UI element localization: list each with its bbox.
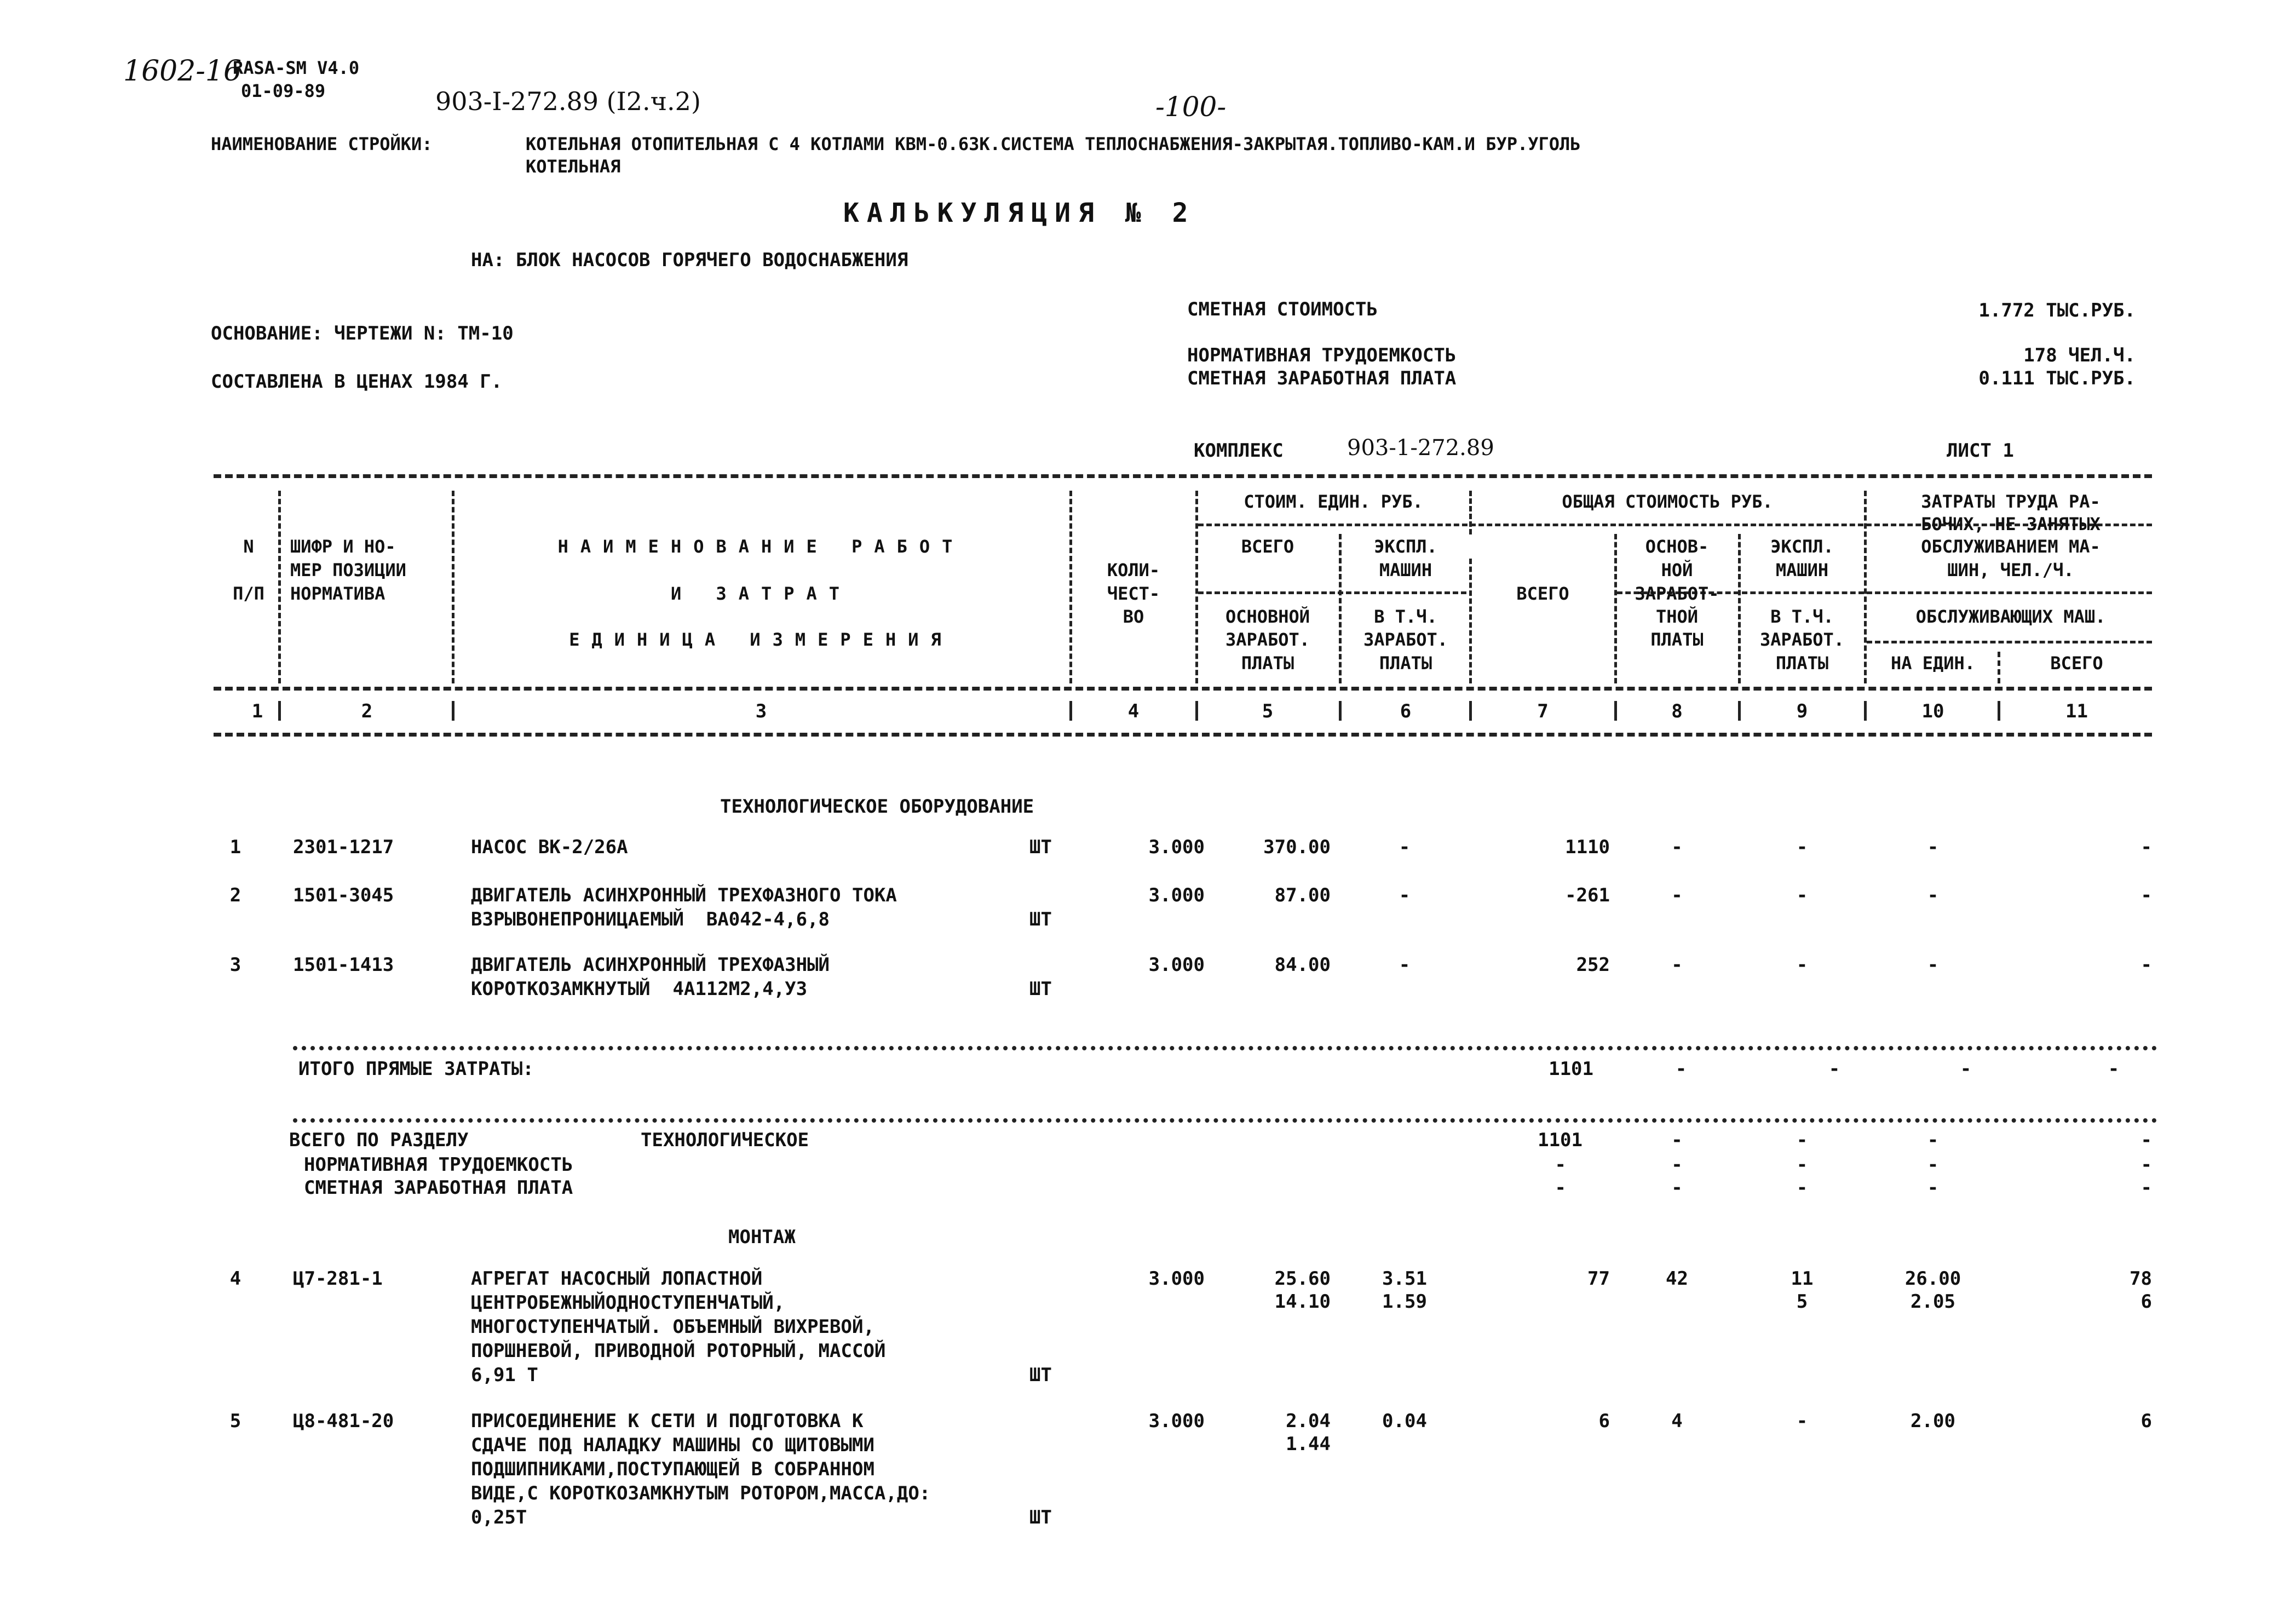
dash-cell: - [1796,1154,1808,1176]
row-number: 4 [229,1268,241,1290]
row-number: 1 [229,836,241,858]
dash-cell: - [1555,1177,1566,1199]
header-sub-rule [1198,591,1466,594]
header-sub-rule [1867,641,2152,643]
cell-c5b: 1.44 [1286,1433,1331,1455]
col-number: 9 [1796,700,1808,722]
calculation-subject: НА: БЛОК НАСОСОВ ГОРЯЧЕГО ВОДОСНАБЖЕНИЯ [471,249,908,271]
column-divider [1738,534,1741,683]
cell-c5b: 14.10 [1274,1291,1331,1313]
labor-value: 178 ЧЕЛ.Ч. [2023,344,2136,366]
col9-header: МАШИН [1775,560,1829,580]
dash-cell: - [1828,1058,1840,1080]
row-number: 3 [229,954,241,976]
unit-of-measure: ШТ [1029,909,1052,930]
dash-cell: - [1960,1058,1972,1080]
unit-of-measure: ШТ [1029,978,1052,1000]
cell-c6: - [1399,884,1411,906]
unit-of-measure: ШТ [1029,1507,1052,1528]
cell-c5: 370.00 [1263,836,1331,858]
row-number: 2 [229,884,241,906]
col6-header: ЗАРАБОТ. [1363,629,1448,650]
header-bottom-rule [214,687,2152,691]
cell-qty: 3.000 [1148,836,1205,858]
column-divider [1614,701,1617,721]
direct-costs-total: 1101 [1549,1058,1593,1080]
dash-cell: - [1927,1177,1939,1199]
labor-header: ОБСЛУЖИВАЮЩИХ МАШ. [1915,606,2106,627]
cell-c11b: 6 [2140,1291,2152,1313]
column-divider [1469,701,1472,721]
labor-label: НОРМАТИВНАЯ ТРУДОЕМКОСТЬ [1187,344,1457,366]
col9-header: ЗАРАБОТ. [1759,629,1845,650]
dash-cell: - [2140,1154,2152,1176]
dotted-separator [293,1046,2157,1050]
complex-label: КОМПЛЕКС [1194,440,1284,462]
col5-header: ВСЕГО [1241,536,1294,557]
col-number: 10 [1921,700,1944,722]
page-mark: -100- [1155,91,1227,123]
col3-header: И ЗАТРАТ [670,583,852,604]
direct-costs-label: ИТОГО ПРЯМЫЕ ЗАТРАТЫ: [298,1058,534,1080]
column-divider [452,701,454,721]
col-number: 8 [1671,700,1683,722]
col5-header: ОСНОВНОЙ [1225,606,1310,627]
norm-code: 2301-1217 [293,836,394,858]
col5-header: ПЛАТЫ [1241,653,1294,674]
col-number: 2 [361,700,373,722]
norm-code: 1501-1413 [293,954,394,976]
work-name: 0,25Т [471,1507,527,1528]
norm-code: Ц7-281-1 [293,1268,383,1290]
work-name: НАСОС ВК-2/26А [471,836,628,858]
cell-c10: - [1927,884,1939,906]
work-name: ПОДШИПНИКАМИ,ПОСТУПАЮЩЕЙ В СОБРАННОМ [471,1458,874,1480]
labor-header: ОБСЛУЖИВАНИЕМ МА- [1921,536,2101,557]
column-divider [1998,701,2000,721]
cell-c11: - [2140,884,2152,906]
column-divider [1998,652,2000,683]
cell-qty: 3.000 [1148,1268,1205,1290]
col-number: 4 [1127,700,1140,722]
cell-c7: 1110 [1565,836,1610,858]
col-number: 7 [1537,700,1549,722]
cell-c10: 26.00 [1904,1268,1961,1290]
section-title: ТЕХНОЛОГИЧЕСКОЕ ОБОРУДОВАНИЕ [720,796,1034,818]
column-divider [1469,491,1472,534]
cell-c8: - [1671,884,1683,906]
cell-c9: - [1796,954,1808,976]
cell-c9: - [1796,884,1808,906]
dash-cell: - [1671,1129,1683,1151]
work-name: ДВИГАТЕЛЬ АСИНХРОННЫЙ ТРЕХФАЗНОГО ТОКА [471,884,897,906]
estimated-cost-value: 1.772 ТЫС.РУБ. [1978,300,2136,321]
dash-cell: - [1796,1129,1808,1151]
work-name: ПРИСОЕДИНЕНИЕ К СЕТИ И ПОДГОТОВКА К [471,1410,864,1432]
work-name: МНОГОСТУПЕНЧАТЫЙ. ОБЪЕМНЫЙ ВИХРЕВОЙ, [471,1316,874,1338]
col-number: 5 [1262,700,1274,722]
col-number: 11 [2065,700,2088,722]
total-cost-header: ОБЩАЯ СТОИМОСТЬ РУБ. [1562,491,1773,512]
cell-c6b: 1.59 [1382,1291,1427,1313]
unit-of-measure: ШТ [1029,1364,1052,1386]
column-divider [1339,701,1342,721]
sheet-number: ЛИСТ 1 [1947,440,2014,462]
norm-labor-label: НОРМАТИВНАЯ ТРУДОЕМКОСТЬ [304,1154,573,1176]
col-number: 1 [251,700,263,722]
cell-c6: - [1399,836,1411,858]
cell-c6: 0.04 [1382,1410,1427,1432]
col4-header: КОЛИ- [1107,560,1160,580]
work-name: ПОРШНЕВОЙ, ПРИВОДНОЙ РОТОРНЫЙ, МАССОЙ [471,1340,886,1362]
col6-header: ПЛАТЫ [1379,653,1432,674]
col11-header: ВСЕГО [2050,653,2103,674]
dotted-separator [293,1118,2157,1123]
column-divider [1195,701,1198,721]
column-divider [1069,491,1072,683]
column-divider [1864,491,1867,683]
column-divider [1195,491,1198,683]
cell-c11: 78 [2130,1268,2152,1290]
cell-c11: 6 [2140,1410,2152,1432]
basis: ОСНОВАНИЕ: ЧЕРТЕЖИ N: ТМ-10 [211,323,514,344]
numbers-bottom-rule [214,733,2152,737]
cell-c5: 25.60 [1274,1268,1331,1290]
cell-c8: 42 [1666,1268,1688,1290]
col6-header: МАШИН [1379,560,1432,580]
document-code: 903-I-272.89 (I2.ч.2) [435,87,701,116]
work-name: КОРОТКОЗАМКНУТЫЙ 4А112М2,4,У3 [471,978,808,1000]
column-divider [1339,534,1342,683]
dash-cell: - [2140,1177,2152,1199]
section-total-value: 1101 [1538,1129,1583,1151]
cell-c5: 87.00 [1274,884,1331,906]
col8-header: ОСНОВ- [1645,536,1709,557]
cell-c8: 4 [1671,1410,1683,1432]
col6-header: ЭКСПЛ. [1374,536,1437,557]
dash-cell: - [1927,1129,1939,1151]
work-name: ЦЕНТРОБЕЖНЫЙОДНОСТУПЕНЧАТЫЙ, [471,1292,785,1314]
wage-value: 0.111 ТЫС.РУБ. [1978,367,2136,389]
cell-c5: 84.00 [1274,954,1331,976]
row-number: 5 [229,1410,241,1432]
col3-header: НАИМЕНОВАНИЕ РАБОТ [557,536,965,557]
complex-value: 903-1-272.89 [1347,435,1494,461]
col9-header: ПЛАТЫ [1775,653,1829,674]
section-title: МОНТАЖ [728,1226,796,1248]
document-title: КАЛЬКУЛЯЦИЯ № 2 [843,198,1196,228]
cell-c8: - [1671,836,1683,858]
dash-cell: - [1555,1154,1566,1176]
work-name: АГРЕГАТ НАСОСНЫЙ ЛОПАСТНОЙ [471,1268,763,1290]
col10-header: НА ЕДИН. [1890,653,1976,674]
col8-header: ЗАРАБОТ- [1635,583,1719,604]
cell-c9b: 5 [1796,1291,1808,1313]
dash-cell: - [1796,1177,1808,1199]
col-number: 3 [755,700,767,722]
col2-header: НОРМАТИВА [290,583,385,604]
cell-c6: 3.51 [1382,1268,1427,1290]
column-divider [1738,701,1741,721]
dash-cell: - [1675,1058,1687,1080]
construction-label: НАИМЕНОВАНИЕ СТРОЙКИ: [211,134,433,154]
col9-header: ЭКСПЛ. [1770,536,1834,557]
price-basis: СОСТАВЛЕНА В ЦЕНАХ 1984 Г. [211,371,503,393]
col3-header: ЕДИНИЦА ИЗМЕРЕНИЯ [569,629,953,650]
column-divider [1069,701,1072,721]
handwritten-id: 1602-16 [123,55,242,88]
col9-header: В Т.Ч. [1770,606,1834,627]
col2-header: ШИФР И НО- [290,536,396,557]
dash-cell: - [1927,1154,1939,1176]
construction-value-2: КОТЕЛЬНАЯ [526,156,621,177]
dash-cell: - [1671,1154,1683,1176]
cell-qty: 3.000 [1148,954,1205,976]
cell-c9: 11 [1791,1268,1814,1290]
work-name: ДВИГАТЕЛЬ АСИНХРОННЫЙ ТРЕХФАЗНЫЙ [471,954,830,976]
labor-header: ШИН, ЧЕЛ./Ч. [1947,560,2074,580]
cell-c11: - [2140,836,2152,858]
header-sub-rule [1867,591,2152,594]
dash-cell: - [2140,1129,2152,1151]
work-name: СДАЧЕ ПОД НАЛАДКУ МАШИНЫ СО ЩИТОВЫМИ [471,1434,874,1456]
cell-qty: 3.000 [1148,884,1205,906]
estimated-wage-label: СМЕТНАЯ ЗАРАБОТНАЯ ПЛАТА [304,1177,573,1199]
col8-header: ПЛАТЫ [1650,629,1704,650]
col1-header: N [243,536,254,557]
col6-header: В Т.Ч. [1374,606,1437,627]
column-divider [1469,559,1472,683]
column-divider [1864,701,1867,721]
work-name: ВИДЕ,С КОРОТКОЗАМКНУТЫМ РОТОРОМ,МАССА,ДО: [471,1482,931,1504]
col8-header: ТНОЙ [1655,606,1699,627]
column-divider [1614,534,1617,683]
cell-qty: 3.000 [1148,1410,1205,1432]
cell-c11: - [2140,954,2152,976]
column-divider [278,701,281,721]
cell-c6: - [1399,954,1411,976]
unit-cost-header: СТОИМ. ЕДИН. РУБ. [1244,491,1423,512]
work-name: ВЗРЫВОНЕПРОНИЦАЕМЫЙ ВА042-4,6,8 [471,909,830,930]
cell-c7: 77 [1587,1268,1610,1290]
wage-label: СМЕТНАЯ ЗАРАБОТНАЯ ПЛАТА [1187,367,1457,389]
labor-header: ЗАТРАТЫ ТРУДА РА- [1921,491,2101,512]
cell-c9: - [1796,1410,1808,1432]
work-name: 6,91 Т [471,1364,538,1386]
table-top-rule [214,474,2152,478]
cell-c7: 6 [1598,1410,1610,1432]
construction-value: КОТЕЛЬНАЯ ОТОПИТЕЛЬНАЯ С 4 КОТЛАМИ КВМ-0.63К.СИСТЕМА ТЕПЛОСНАБЖЕНИЯ-ЗАКРЫТАЯ.ТОПЛИВО-КАМ.И БУР.УГОЛЬ [526,134,1581,154]
col4-header: ЧЕСТ- [1107,583,1160,604]
section-total-name: ТЕХНОЛОГИЧЕСКОЕ [641,1129,809,1151]
cell-c9: - [1796,836,1808,858]
cell-c7: -261 [1565,884,1610,906]
labor-header: БОЧИХ, НЕ ЗАНЯТЫХ [1921,514,2101,534]
dash-cell: - [1671,1177,1683,1199]
cell-c7: 252 [1576,954,1610,976]
cell-c5: 2.04 [1286,1410,1331,1432]
norm-code: Ц8-481-20 [293,1410,394,1432]
program-version: RASA-SM V4.0 [233,58,360,78]
col2-header: МЕР ПОЗИЦИИ [290,560,406,580]
col7-header: ВСЕГО [1516,583,1569,604]
cell-c10: 2.00 [1911,1410,1955,1432]
norm-code: 1501-3045 [293,884,394,906]
section-total-label: ВСЕГО ПО РАЗДЕЛУ [289,1129,469,1151]
col8-header: НОЙ [1661,560,1693,580]
estimated-cost-label: СМЕТНАЯ СТОИМОСТЬ [1187,298,1378,320]
print-date: 01-09-89 [241,81,326,101]
cell-c8: - [1671,954,1683,976]
col1-header: П/П [233,583,264,604]
col5-header: ЗАРАБОТ. [1225,629,1310,650]
dash-cell: - [2108,1058,2120,1080]
column-divider [278,491,281,683]
col4-header: ВО [1123,606,1144,627]
cell-c10: - [1927,954,1939,976]
cell-c10b: 2.05 [1911,1291,1955,1313]
col-number: 6 [1400,700,1412,722]
cell-c10: - [1927,836,1939,858]
unit-of-measure: ШТ [1029,836,1052,858]
